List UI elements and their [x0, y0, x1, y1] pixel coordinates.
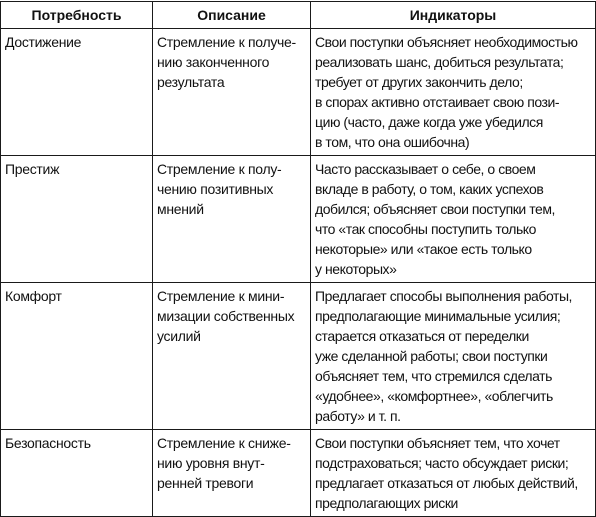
needs-table — [0, 1, 596, 517]
header-need: Потребность — [1, 2, 153, 29]
table-row — [1, 29, 596, 156]
indicators-text: Свои поступки объясняет тем, что хочет подстраховаться; часто обсуждает риски; предлагает отказаться от любых действий, предполагающих риски — [315, 435, 578, 511]
need-text: Престиж — [5, 161, 60, 177]
header-row — [1, 2, 596, 29]
description-text: Стремление к получе- нию законченного результата — [157, 34, 296, 90]
indicators-text: Предлагает способы выполнения работы, предполагающие минимальные усилия; старается отказаться от переделки уже сделанной работы; свои поступки объясняет тем, что стремился сделать «удобнее», «комфортнее», «облегчить работу» и т. п. — [315, 288, 572, 424]
indicators-cell — [311, 29, 596, 156]
description-cell — [153, 156, 311, 283]
indicators-cell — [311, 430, 596, 517]
description-text: Стремление к полу- чению позитивных мнений — [157, 161, 282, 217]
indicators-cell — [311, 283, 596, 430]
table-row — [1, 430, 596, 517]
description-cell — [153, 283, 311, 430]
indicators-text: Свои поступки объясняет необходимостью реализовать шанс, добиться результата; требует от других закончить дело; в спорах активно отстаивает свою пози- цию (часто, даже когда уже убедился в том, что она ошибочна) — [315, 34, 578, 150]
need-text: Безопасность — [5, 435, 91, 451]
indicators-text: Часто рассказывает о себе, о своем вкладе в работу, о том, каких успехов добился; объясняет свои поступки тем, что «так способны поступить только некоторые» или «такое есть только у некоторых» — [315, 161, 555, 277]
table-row — [1, 156, 596, 283]
header-description: Описание — [153, 2, 311, 29]
table-body — [1, 29, 596, 517]
table-header — [1, 2, 596, 29]
need-cell — [1, 156, 153, 283]
indicators-cell — [311, 156, 596, 283]
need-text: Достижение — [5, 34, 82, 50]
description-text: Стремление к сниже- нию уровня внут- ренней тревоги — [157, 435, 291, 491]
need-text: Комфорт — [5, 288, 62, 304]
header-indicators: Индикаторы — [311, 2, 596, 29]
table-row — [1, 283, 596, 430]
description-text: Стремление к мини- мизации собственных усилий — [157, 288, 295, 344]
description-cell — [153, 430, 311, 517]
need-cell — [1, 430, 153, 517]
need-cell — [1, 29, 153, 156]
need-cell — [1, 283, 153, 430]
description-cell — [153, 29, 311, 156]
